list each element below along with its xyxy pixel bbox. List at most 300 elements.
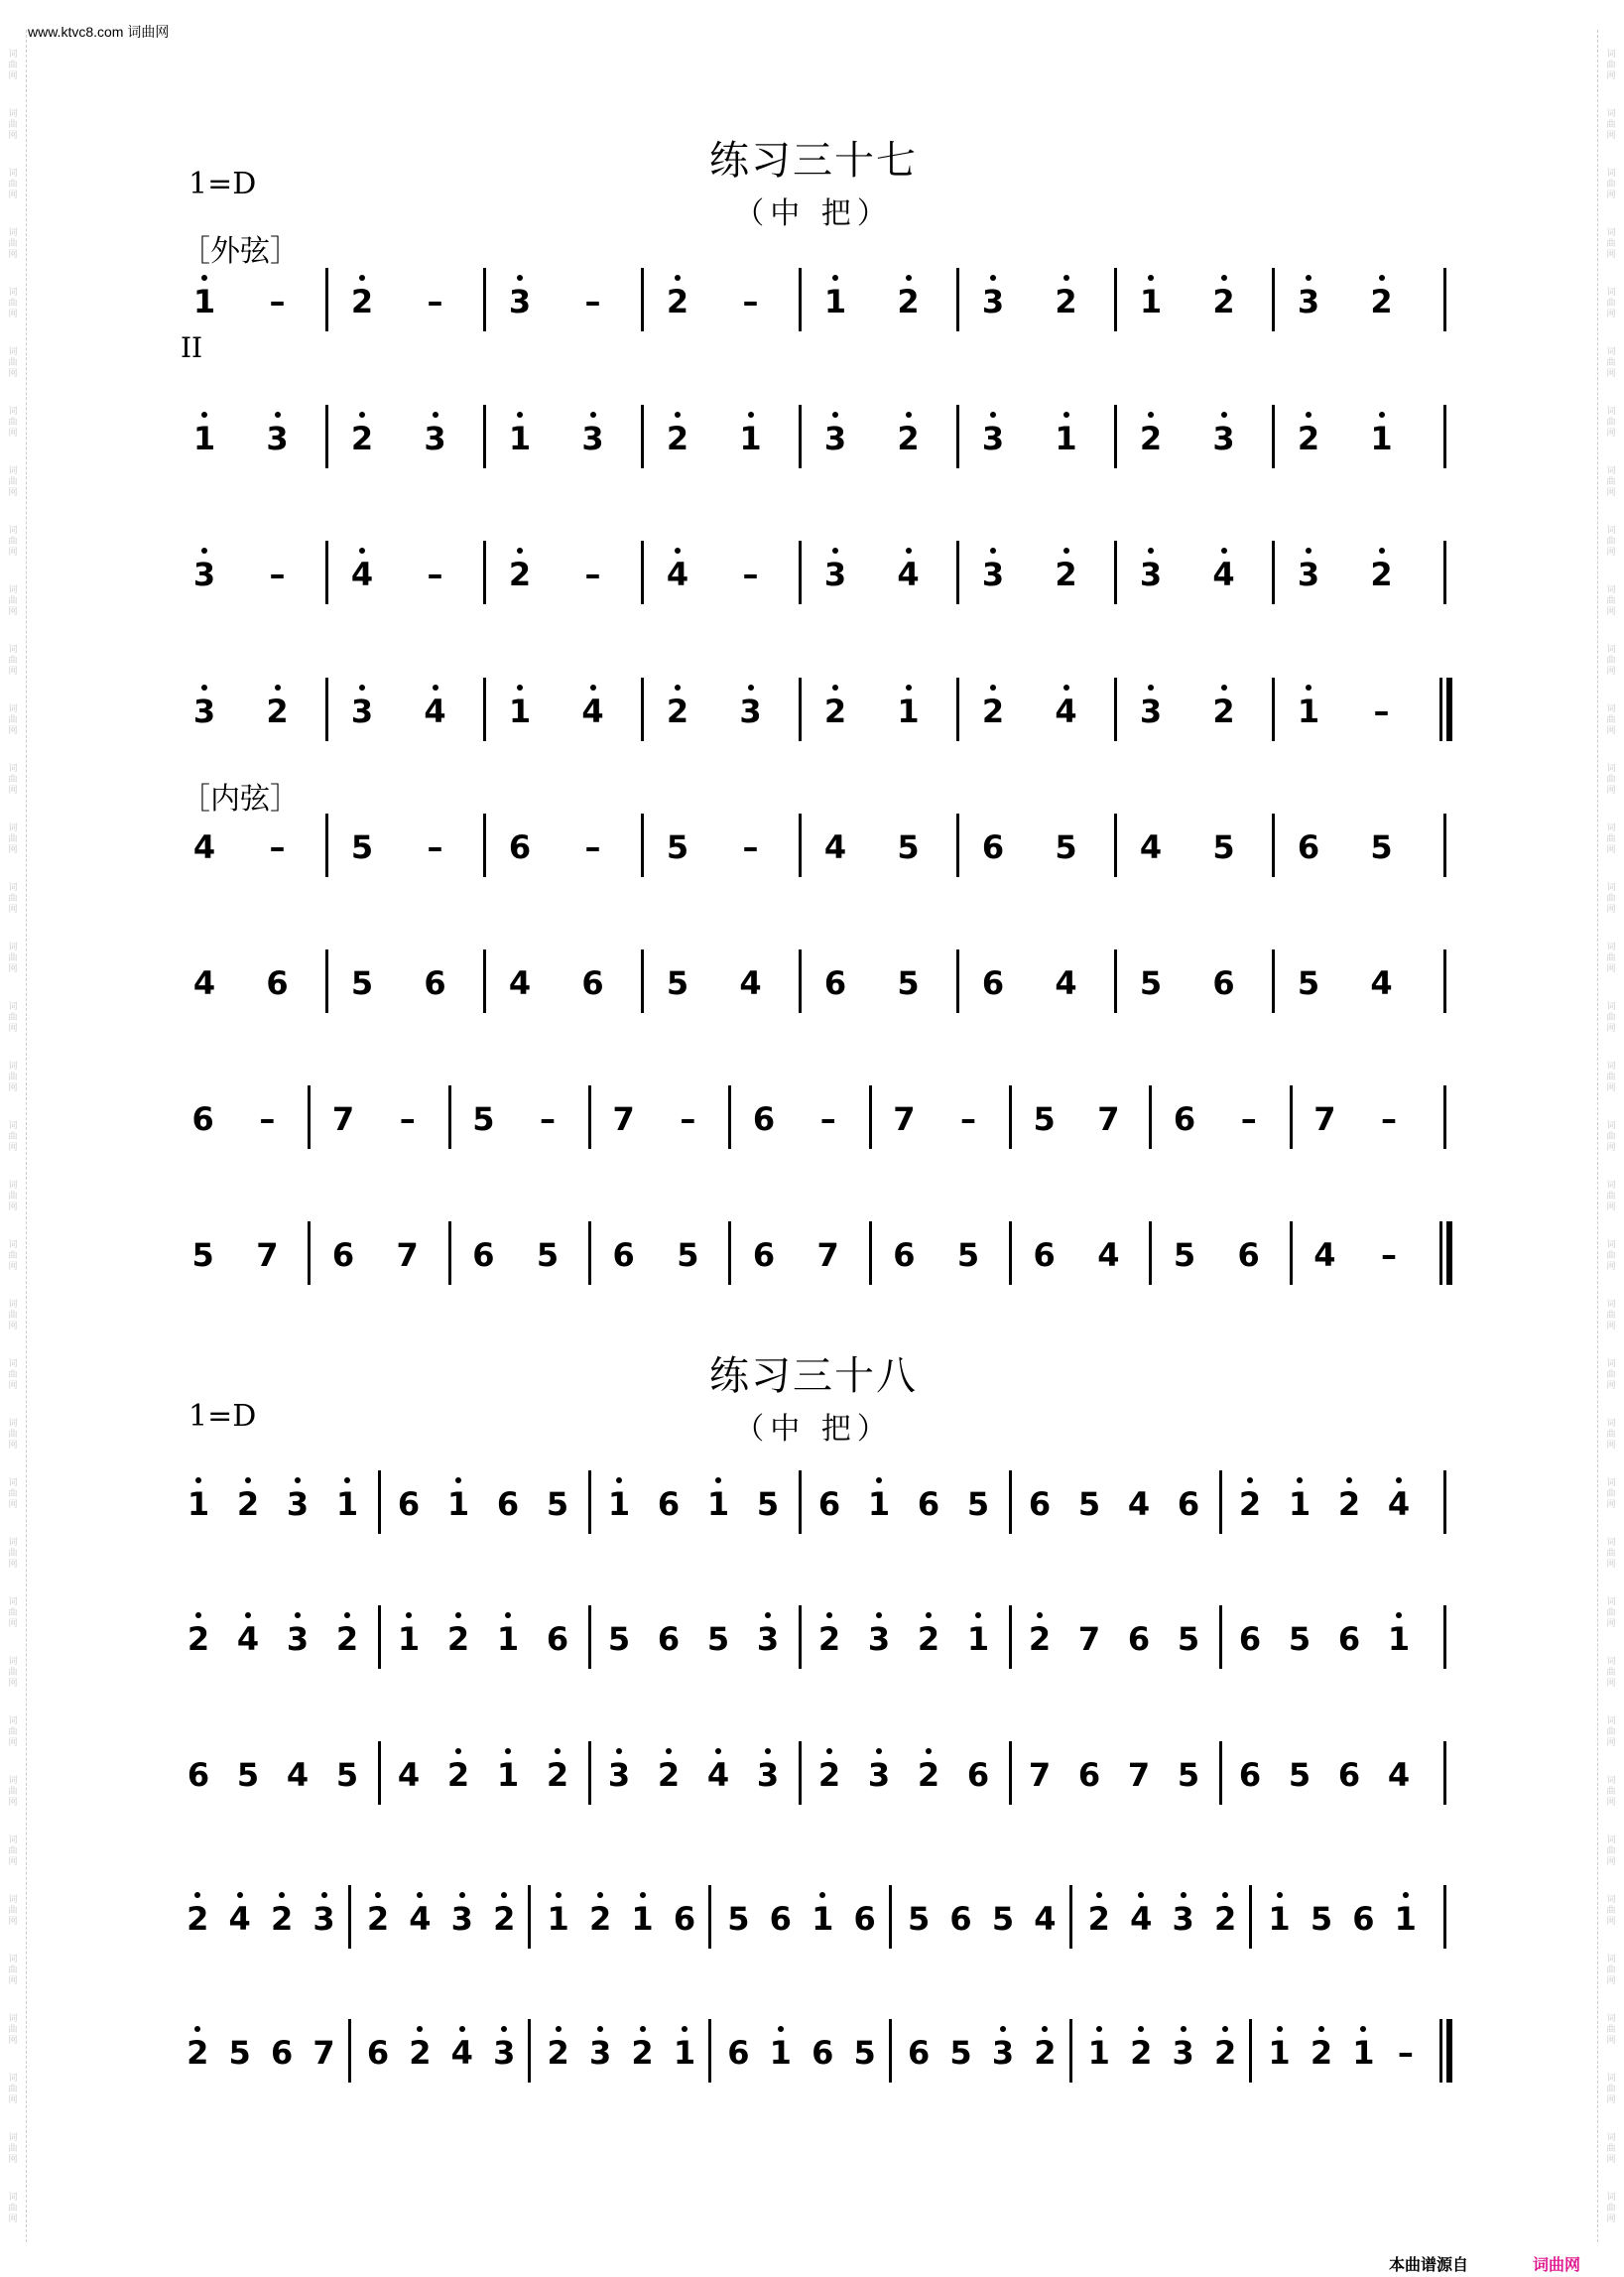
note: 1 xyxy=(892,694,926,729)
note: 5 xyxy=(897,964,920,1002)
note: 4 xyxy=(403,1901,437,1937)
note: 6 xyxy=(270,2034,294,2072)
left-margin-watermark: 词 曲 网 xyxy=(8,466,18,498)
note: 2 xyxy=(626,2035,660,2071)
barline xyxy=(448,1085,451,1149)
right-margin-watermark: 词 曲 网 xyxy=(1606,1776,1616,1808)
barline xyxy=(448,1221,451,1285)
note: 3 xyxy=(345,694,379,729)
left-margin-watermark: 词 曲 网 xyxy=(8,585,18,617)
note: 1 xyxy=(668,2035,701,2071)
barline xyxy=(728,1085,731,1149)
final-barline xyxy=(1439,1221,1451,1285)
right-margin-watermark: 词 曲 网 xyxy=(1606,1240,1616,1272)
left-margin-watermark: 词 曲 网 xyxy=(8,1419,18,1451)
sustain-dash: – xyxy=(742,283,759,320)
barline xyxy=(1009,1221,1012,1285)
note: 3 xyxy=(576,421,610,456)
left-margin-watermark: 词 曲 网 xyxy=(8,50,18,81)
right-margin-watermark: 词 曲 网 xyxy=(1606,2133,1616,2165)
note: 4 xyxy=(223,1901,257,1937)
note: 2 xyxy=(487,1901,521,1937)
note: 5 xyxy=(1288,1756,1312,1794)
note: 1 xyxy=(1050,421,1083,456)
note: 4 xyxy=(1124,1901,1158,1937)
note: 5 xyxy=(191,1236,214,1274)
note: 1 xyxy=(1365,421,1399,456)
note: 1 xyxy=(330,1486,364,1522)
barline xyxy=(483,949,486,1013)
note: 3 xyxy=(583,2035,617,2071)
left-margin-watermark: 词 曲 网 xyxy=(8,1597,18,1629)
sustain-dash: – xyxy=(269,283,286,320)
note: 6 xyxy=(581,964,604,1002)
note: 1 xyxy=(187,284,221,319)
note: 6 xyxy=(546,1620,569,1658)
barline xyxy=(483,814,486,877)
left-margin-watermark: 词 曲 网 xyxy=(8,1121,18,1153)
barline xyxy=(588,1085,591,1149)
barline xyxy=(348,1885,351,1949)
barline xyxy=(348,2019,351,2083)
note: 6 xyxy=(1127,1620,1151,1658)
note: 1 xyxy=(764,2035,798,2071)
note: 2 xyxy=(912,1757,945,1793)
barline xyxy=(1272,541,1275,604)
note: 7 xyxy=(1077,1620,1101,1658)
note: 5 xyxy=(607,1620,631,1658)
piece2-staff-line xyxy=(0,1741,1624,1811)
note: 2 xyxy=(1305,2035,1338,2071)
note: 4 xyxy=(1370,964,1393,1002)
note: 5 xyxy=(228,2034,251,2072)
note: 4 xyxy=(419,694,452,729)
sustain-dash: – xyxy=(680,1100,696,1138)
note: 4 xyxy=(231,1621,265,1657)
barline xyxy=(378,1605,381,1669)
sustain-dash: – xyxy=(1240,1100,1257,1138)
barline xyxy=(1249,2019,1252,2083)
note: 5 xyxy=(666,964,689,1002)
barline xyxy=(1272,949,1275,1013)
barline xyxy=(1069,2019,1072,2083)
barline xyxy=(378,1741,381,1805)
left-margin-watermark: 词 曲 网 xyxy=(8,764,18,796)
note: 1 xyxy=(1283,1486,1316,1522)
right-margin-watermark: 词 曲 网 xyxy=(1606,50,1616,81)
note: 3 xyxy=(1134,557,1168,592)
note: 5 xyxy=(1297,964,1320,1002)
barline xyxy=(1219,1470,1222,1534)
sustain-dash: – xyxy=(427,283,443,320)
note: 7 xyxy=(1127,1756,1151,1794)
barline xyxy=(1443,949,1446,1013)
barline xyxy=(1272,814,1275,877)
note: 2 xyxy=(231,1486,265,1522)
note: 4 xyxy=(1034,1900,1057,1938)
piece1-position-mark: II xyxy=(181,331,203,364)
sustain-dash: – xyxy=(1381,1100,1398,1138)
barline xyxy=(528,1885,531,1949)
right-margin-watermark: 词 曲 网 xyxy=(1606,704,1616,736)
note: 6 xyxy=(893,1236,916,1274)
left-margin-watermark: 词 曲 网 xyxy=(8,2074,18,2105)
barline xyxy=(1443,541,1446,604)
note: 4 xyxy=(823,828,847,866)
sustain-dash: – xyxy=(427,828,443,866)
note: 4 xyxy=(1097,1236,1120,1274)
barline xyxy=(588,1741,591,1805)
barline xyxy=(1290,1221,1293,1285)
left-margin-watermark: 词 曲 网 xyxy=(8,2014,18,2046)
note: 5 xyxy=(706,1620,730,1658)
barline xyxy=(588,1470,591,1534)
note: 3 xyxy=(862,1621,896,1657)
note: 3 xyxy=(281,1486,314,1522)
barline xyxy=(325,949,328,1013)
note: 4 xyxy=(576,694,610,729)
right-margin-watermark: 词 曲 网 xyxy=(1606,109,1616,141)
note: 6 xyxy=(752,1236,776,1274)
left-margin-watermark: 词 曲 网 xyxy=(8,2133,18,2165)
note: 3 xyxy=(308,1901,341,1937)
note: 2 xyxy=(818,694,852,729)
note: 7 xyxy=(396,1236,419,1274)
note: 3 xyxy=(419,421,452,456)
right-margin-watermark: 词 曲 网 xyxy=(1606,1538,1616,1570)
sustain-dash: – xyxy=(819,1100,836,1138)
note: 4 xyxy=(1382,1486,1416,1522)
left-margin-watermark: 词 曲 网 xyxy=(8,1181,18,1212)
sustain-dash: – xyxy=(540,1100,557,1138)
left-margin-watermark: 词 曲 网 xyxy=(8,1062,18,1093)
note: 6 xyxy=(508,828,532,866)
note: 6 xyxy=(1177,1485,1200,1523)
barline xyxy=(325,541,328,604)
barline xyxy=(588,1605,591,1669)
note: 4 xyxy=(508,964,532,1002)
piece1-staff-line xyxy=(0,814,1624,883)
piece2-staff-line xyxy=(0,1605,1624,1675)
left-margin-watermark: 词 曲 网 xyxy=(8,1657,18,1689)
note: 4 xyxy=(1127,1485,1151,1523)
sustain-dash: – xyxy=(584,283,601,320)
barline xyxy=(1114,678,1117,741)
barline xyxy=(869,1085,872,1149)
piece1-section-outer-string: ［外弦］ xyxy=(181,234,300,269)
piece1-staff-line xyxy=(0,405,1624,474)
piece1-staff-line xyxy=(0,949,1624,1019)
right-margin-watermark: 词 曲 网 xyxy=(1606,1359,1616,1391)
note: 7 xyxy=(1313,1100,1336,1138)
barline xyxy=(1290,1085,1293,1149)
note: 6 xyxy=(853,1900,876,1938)
right-margin-watermark: 词 曲 网 xyxy=(1606,526,1616,558)
sustain-dash: – xyxy=(269,828,286,866)
barline xyxy=(799,949,802,1013)
note: 2 xyxy=(1208,1901,1242,1937)
right-margin-watermark: 词 曲 网 xyxy=(1606,645,1616,677)
note: 2 xyxy=(261,694,295,729)
left-margin-watermark: 词 曲 网 xyxy=(8,704,18,736)
piece1-staff-line xyxy=(0,541,1624,610)
barline xyxy=(641,268,644,331)
barline xyxy=(1009,1741,1012,1805)
note: 5 xyxy=(1077,1485,1101,1523)
barline xyxy=(1114,949,1117,1013)
barline xyxy=(1443,1741,1446,1805)
barline xyxy=(641,541,644,604)
barline xyxy=(1443,1885,1446,1949)
barline xyxy=(956,268,959,331)
note: 5 xyxy=(350,828,374,866)
note: 6 xyxy=(981,964,1005,1002)
note: 5 xyxy=(853,2034,876,2072)
note: 6 xyxy=(752,1100,776,1138)
sustain-dash: – xyxy=(1397,2034,1414,2072)
right-margin-watermark: 词 曲 网 xyxy=(1606,823,1616,855)
barline xyxy=(889,2019,892,2083)
note: 5 xyxy=(472,1100,495,1138)
right-margin-watermark: 词 曲 网 xyxy=(1606,883,1616,915)
barline xyxy=(799,1741,802,1805)
note: 2 xyxy=(265,1901,299,1937)
barline xyxy=(325,814,328,877)
footer-source-label: 本曲谱源自 xyxy=(1389,2255,1469,2274)
piece1-staff-line xyxy=(0,1085,1624,1155)
note: 2 xyxy=(1292,421,1325,456)
note: 6 xyxy=(966,1756,990,1794)
sustain-dash: – xyxy=(584,828,601,866)
piece1-staff-line xyxy=(0,268,1624,337)
note: 3 xyxy=(751,1621,785,1657)
note: 3 xyxy=(1207,421,1241,456)
site-watermark-url: www.ktvc8.com 词曲网 xyxy=(28,24,170,40)
left-margin-watermark: 词 曲 网 xyxy=(8,1955,18,1986)
note: 2 xyxy=(661,284,694,319)
piece1-section-inner-string: ［内弦］ xyxy=(181,782,300,817)
note: 3 xyxy=(1292,557,1325,592)
right-margin-watermark: 词 曲 网 xyxy=(1606,2193,1616,2224)
note: 5 xyxy=(956,1236,980,1274)
barline xyxy=(378,1470,381,1534)
right-margin-watermark: 词 曲 网 xyxy=(1606,169,1616,200)
note: 5 xyxy=(546,1485,569,1523)
note: 1 xyxy=(542,1901,575,1937)
right-margin-watermark: 词 曲 网 xyxy=(1606,466,1616,498)
left-margin-watermark: 词 曲 网 xyxy=(8,1478,18,1510)
note: 3 xyxy=(986,2035,1020,2071)
barline xyxy=(1443,1085,1446,1149)
note: 4 xyxy=(1055,964,1077,1002)
right-margin-watermark: 词 曲 网 xyxy=(1606,228,1616,260)
note: 2 xyxy=(503,557,537,592)
note: 6 xyxy=(769,1900,792,1938)
barline xyxy=(325,405,328,468)
left-margin-watermark: 词 曲 网 xyxy=(8,1538,18,1570)
barline xyxy=(1009,1605,1012,1669)
barline xyxy=(799,1605,802,1669)
note: 5 xyxy=(1055,828,1077,866)
note: 4 xyxy=(1207,557,1241,592)
note: 2 xyxy=(892,284,926,319)
note: 2 xyxy=(182,1621,215,1657)
barline xyxy=(1149,1221,1152,1285)
barline xyxy=(799,405,802,468)
barline xyxy=(956,678,959,741)
note: 6 xyxy=(907,2034,931,2072)
note: 2 xyxy=(345,284,379,319)
sustain-dash: – xyxy=(1381,1236,1398,1274)
barline xyxy=(641,814,644,877)
piece1-key-signature: 1=D xyxy=(188,167,257,201)
note: 6 xyxy=(949,1900,972,1938)
final-barline xyxy=(1439,678,1451,741)
barline xyxy=(1272,405,1275,468)
right-margin-watermark: 词 曲 网 xyxy=(1606,1895,1616,1927)
left-margin-watermark: 词 曲 网 xyxy=(8,645,18,677)
note: 4 xyxy=(739,964,762,1002)
barline xyxy=(325,268,328,331)
note: 5 xyxy=(966,1485,990,1523)
note: 6 xyxy=(817,1485,841,1523)
note: 7 xyxy=(816,1236,839,1274)
left-margin-watermark: 词 曲 网 xyxy=(8,169,18,200)
note: 1 xyxy=(1263,2035,1297,2071)
note: 5 xyxy=(335,1756,359,1794)
left-margin-watermark: 词 曲 网 xyxy=(8,109,18,141)
note: 2 xyxy=(661,694,694,729)
left-margin-watermark: 词 曲 网 xyxy=(8,228,18,260)
left-margin-watermark: 词 曲 网 xyxy=(8,407,18,439)
note: 1 xyxy=(1134,284,1168,319)
note: 3 xyxy=(751,1757,785,1793)
note: 2 xyxy=(1124,2035,1158,2071)
note: 1 xyxy=(818,284,852,319)
barline xyxy=(956,814,959,877)
note: 4 xyxy=(397,1756,421,1794)
note: 6 xyxy=(366,2034,390,2072)
barline xyxy=(956,949,959,1013)
barline xyxy=(483,405,486,468)
note: 6 xyxy=(1297,828,1320,866)
barline xyxy=(1443,405,1446,468)
note: 2 xyxy=(361,1901,395,1937)
note: 3 xyxy=(1134,694,1168,729)
note: 7 xyxy=(256,1236,279,1274)
note: 6 xyxy=(917,1485,940,1523)
note: 6 xyxy=(1352,1900,1375,1938)
note: 7 xyxy=(612,1100,635,1138)
note: 3 xyxy=(976,284,1010,319)
sustain-dash: – xyxy=(742,828,759,866)
note: 1 xyxy=(503,694,537,729)
note: 4 xyxy=(661,557,694,592)
note: 6 xyxy=(424,964,446,1002)
right-margin-watermark: 词 曲 网 xyxy=(1606,347,1616,379)
barline xyxy=(641,678,644,741)
right-margin-watermark: 词 曲 网 xyxy=(1606,1002,1616,1034)
note: 2 xyxy=(661,421,694,456)
note: 1 xyxy=(441,1486,475,1522)
note: 7 xyxy=(331,1100,355,1138)
barline xyxy=(1009,1470,1012,1534)
right-margin-watermark: 词 曲 网 xyxy=(1606,2014,1616,2046)
piece1-staff-line xyxy=(0,678,1624,747)
barline xyxy=(308,1085,311,1149)
barline xyxy=(1272,268,1275,331)
barline xyxy=(1443,1470,1446,1534)
note: 5 xyxy=(727,1900,750,1938)
right-margin-watermark: 词 曲 网 xyxy=(1606,1181,1616,1212)
note: 3 xyxy=(503,284,537,319)
note: 6 xyxy=(727,2034,750,2072)
note: 2 xyxy=(541,1757,574,1793)
note: 2 xyxy=(181,2035,214,2071)
right-margin-watermark: 词 曲 网 xyxy=(1606,2074,1616,2105)
note: 1 xyxy=(1263,1901,1297,1937)
note: 6 xyxy=(1212,964,1235,1002)
note: 6 xyxy=(612,1236,635,1274)
barline xyxy=(1114,541,1117,604)
note: 2 xyxy=(892,421,926,456)
note: 1 xyxy=(626,1901,660,1937)
note: 2 xyxy=(1207,284,1241,319)
right-margin-watermark: 词 曲 网 xyxy=(1606,1597,1616,1629)
left-margin-watermark: 词 曲 网 xyxy=(8,883,18,915)
barline xyxy=(483,678,486,741)
right-margin-watermark: 词 曲 网 xyxy=(1606,1478,1616,1510)
note: 5 xyxy=(666,828,689,866)
note: 4 xyxy=(286,1756,310,1794)
note: 6 xyxy=(191,1100,214,1138)
note: 2 xyxy=(912,1621,945,1657)
right-margin-watermark: 词 曲 网 xyxy=(1606,1419,1616,1451)
barline xyxy=(799,1470,802,1534)
barline xyxy=(708,2019,711,2083)
note: 3 xyxy=(187,694,221,729)
barline xyxy=(1272,678,1275,741)
note: 5 xyxy=(897,828,920,866)
barline xyxy=(308,1221,311,1285)
note: 2 xyxy=(1233,1486,1267,1522)
note: 2 xyxy=(1050,557,1083,592)
footer-source-site: 词曲网 xyxy=(1533,2255,1581,2274)
note: 3 xyxy=(602,1757,636,1793)
note: 3 xyxy=(281,1621,314,1657)
note: 6 xyxy=(657,1485,681,1523)
right-margin-watermark: 词 曲 网 xyxy=(1606,943,1616,974)
note: 3 xyxy=(976,557,1010,592)
barline xyxy=(1009,1085,1012,1149)
note: 1 xyxy=(961,1621,995,1657)
note: 5 xyxy=(1033,1100,1056,1138)
note: 1 xyxy=(806,1901,839,1937)
sustain-dash: – xyxy=(584,556,601,593)
note: 4 xyxy=(1387,1756,1411,1794)
note: 6 xyxy=(1337,1620,1361,1658)
left-margin-watermark: 词 曲 网 xyxy=(8,1359,18,1391)
note: 4 xyxy=(892,557,926,592)
barline xyxy=(1114,268,1117,331)
note: 5 xyxy=(1212,828,1235,866)
left-margin-watermark: 词 曲 网 xyxy=(8,1002,18,1034)
note: 2 xyxy=(976,694,1010,729)
note: 6 xyxy=(1173,1100,1196,1138)
note: 3 xyxy=(818,557,852,592)
left-margin-watermark: 词 曲 网 xyxy=(8,1776,18,1808)
note: 5 xyxy=(1173,1236,1196,1274)
